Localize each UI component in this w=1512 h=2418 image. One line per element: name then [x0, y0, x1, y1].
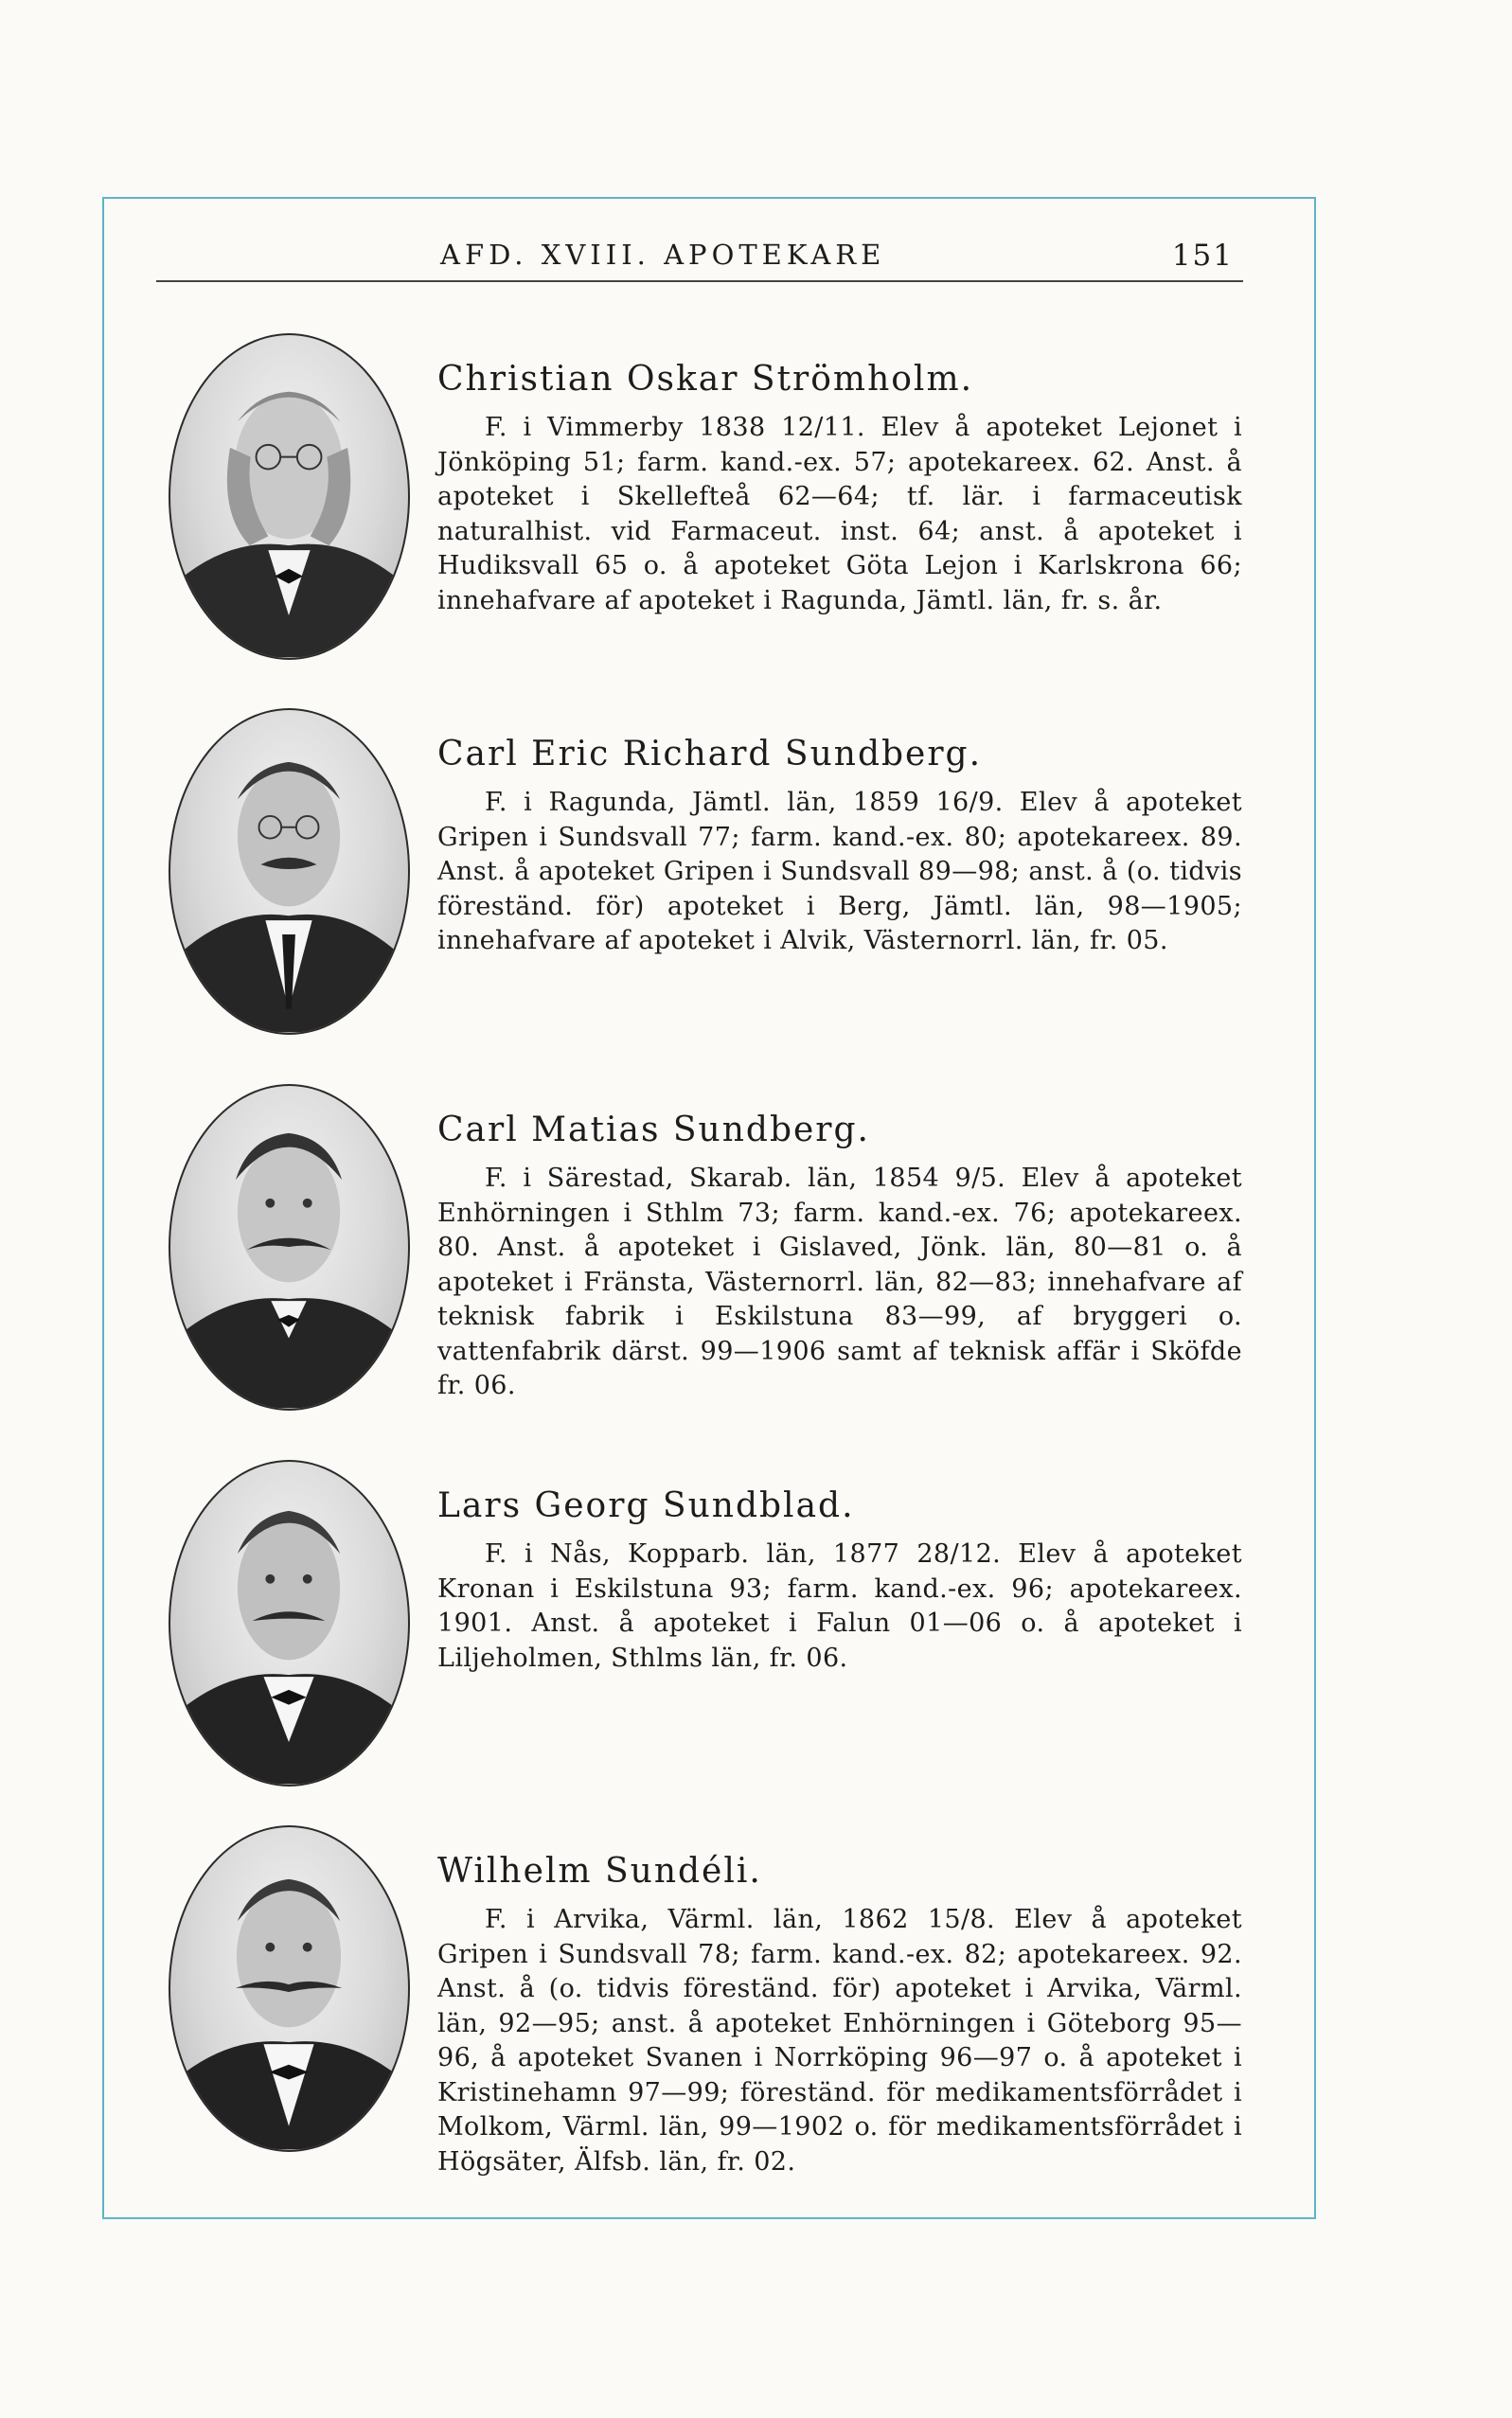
portrait-photo [169, 1825, 410, 2152]
biography-entry [161, 333, 1250, 674]
section-title: AFD. XVIII. APOTEKARE [440, 239, 886, 271]
entry-name: Lars Georg Sundblad. [437, 1486, 855, 1525]
biography-entry [161, 1460, 1250, 1801]
entry-biography: F. i Arvika, Värml. län, 1862 15/8. Elev å apoteket Gripen i Sundsvall 78; farm. kand.-ex. 82; apotekareex. 92. Anst. å (o. tidvis föreständ. för) apoteket i Arvika, Värml. län, 92—95; anst. å apoteket Enhörningen i Göteborg 95—96, å apoteket Svanen i Norrköping 96—97 o. å apoteket i Kristinehamn 97—99; föreständ. för medikamentsförrådet i Molkom, Värml. län, 99—1902 o. för medikamentsförrådet i Högsäter, Älfsb. län, fr. 02. [437, 1905, 1242, 2177]
entry-name: Carl Matias Sundberg. [437, 1111, 870, 1149]
entry-biography: F. i Ragunda, Jämtl. län, 1859 16/9. Elev å apoteket Gripen i Sundsvall 77; farm. kand.-ex. 80; apotekareex. 89. Anst. å apoteket Gripen i Sundsvall 89—98; anst. å (o. tidvis föreständ. för) apoteket i Berg, Jämtl. län, 98—1905; innehafvare af apoteket i Alvik, Västernorrl. län, fr. 05. [437, 788, 1242, 955]
biography-entry [161, 1084, 1250, 1425]
portrait-photo [169, 1460, 410, 1787]
biography-entry [161, 1825, 1250, 2177]
portrait-photo [169, 333, 410, 660]
entry-name: Wilhelm Sundéli. [437, 1852, 762, 1891]
biography-entry [161, 708, 1250, 1049]
entry-biography: F. i Nås, Kopparb. län, 1877 28/12. Elev å apoteket Kronan i Eskilstuna 93; farm. kand.-ex. 96; apotekareex. 1901. Anst. å apoteket i Falun 01—06 o. å apoteket i Liljeholmen, Sthlms län, fr. 06. [437, 1539, 1242, 1673]
portrait-photo [169, 1084, 410, 1411]
entry-biography: F. i Vimmerby 1838 12/11. Elev å apoteket Lejonet i Jönköping 51; farm. kand.-ex. 57; apotekareex. 62. Anst. å apoteket i Skellefteå 62—64; tf. lär. i farmaceutisk naturalhist. vid Farmaceut. inst. 64; anst. å apoteket i Hudiksvall 65 o. å apoteket Göta Lejon i Karlskrona 66; innehafvare af apoteket i Ragunda, Jämtl. län, fr. s. år. [437, 413, 1242, 615]
entry-name: Christian Oskar Strömholm. [437, 360, 974, 399]
page-number: 151 [1171, 239, 1234, 273]
portrait-photo [169, 708, 410, 1035]
running-header [156, 235, 1243, 282]
entry-name: Carl Eric Richard Sundberg. [437, 735, 983, 773]
entry-biography: F. i Särestad, Skarab. län, 1854 9/5. Elev å apoteket Enhörningen i Sthlm 73; farm. kand.-ex. 76; apotekareex. 80. Anst. å apoteket i Gislaved, Jönk. län, 80—81 o. å apoteket i Fränsta, Västernorrl. län, 82—83; innehafvare af teknisk fabrik i Eskilstuna 83—99, af bryggeri o. vattenfabrik därst. 99—1906 samt af teknisk affär i Sköfde fr. 06. [437, 1164, 1242, 1400]
